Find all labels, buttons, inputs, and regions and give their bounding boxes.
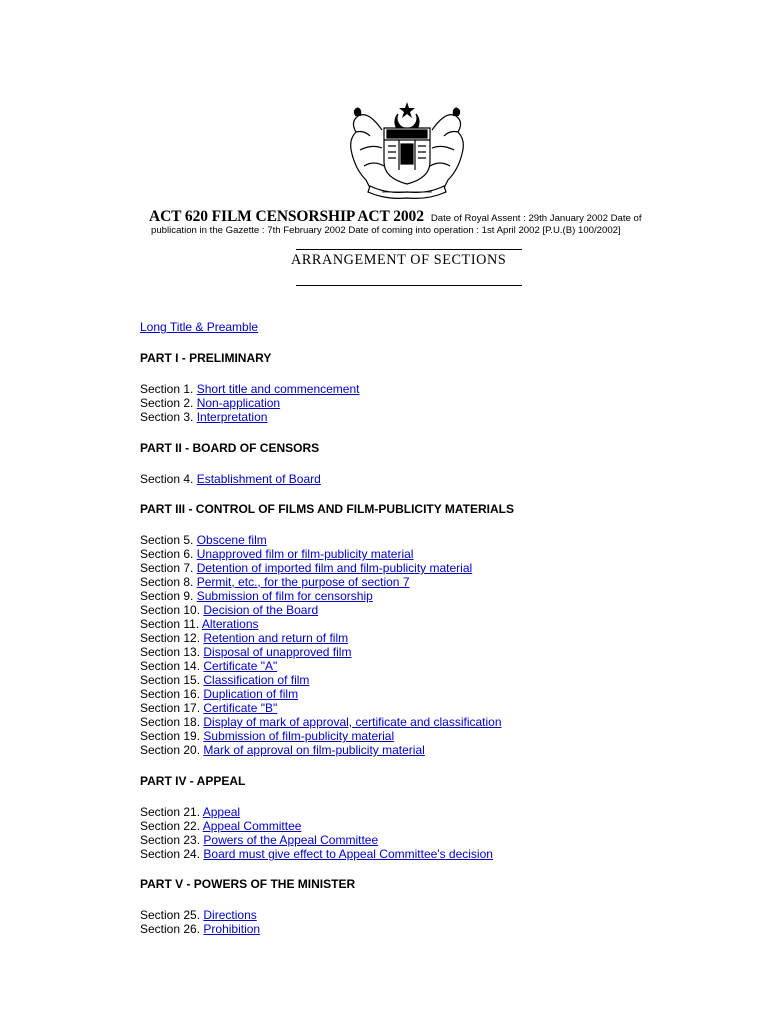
- section-row: [140, 603, 318, 617]
- section-number: Section 11.: [140, 617, 200, 631]
- section-number: Section 15.: [140, 673, 201, 687]
- section-number: Section 7.: [140, 561, 194, 575]
- section-row: [140, 472, 321, 486]
- part-heading: PART IV - APPEAL: [140, 774, 246, 788]
- section-row: [140, 617, 259, 631]
- section-link[interactable]: Appeal Committee: [202, 819, 302, 833]
- section-link[interactable]: Obscene film: [196, 533, 267, 547]
- section-link[interactable]: Submission of film-publicity material: [203, 729, 395, 743]
- part-heading: PART II - BOARD OF CENSORS: [140, 441, 320, 455]
- long-title-link[interactable]: Long Title & Preamble: [140, 320, 259, 334]
- act-meta-line-2: publication in the Gazette : 7th February 2002 Date of coming into operation : 1st April 2002 [P.U.(B) 100/2002]: [151, 225, 621, 236]
- section-row: [140, 645, 351, 659]
- section-link[interactable]: Appeal: [202, 805, 241, 819]
- section-row: [140, 819, 301, 833]
- section-number: Section 3.: [140, 410, 194, 424]
- section-link[interactable]: Powers of the Appeal Committee: [203, 833, 379, 847]
- section-link[interactable]: Unapproved film or film-publicity material: [196, 547, 414, 561]
- section-row: [140, 847, 493, 861]
- section-row: [140, 575, 410, 589]
- section-row: [140, 833, 378, 847]
- section-number: Section 1.: [140, 382, 194, 396]
- section-link[interactable]: Submission of film for censorship: [196, 589, 373, 603]
- section-number: Section 9.: [140, 589, 194, 603]
- section-link[interactable]: Alterations: [201, 617, 259, 631]
- section-number: Section 26.: [140, 922, 201, 936]
- section-row: [140, 396, 280, 410]
- section-number: Section 2.: [140, 396, 194, 410]
- section-number: Section 10.: [140, 603, 201, 617]
- arrangement-heading: ARRANGEMENT OF SECTIONS: [291, 252, 507, 268]
- section-link[interactable]: Prohibition: [203, 922, 261, 936]
- section-row: [140, 410, 267, 424]
- section-row: [140, 687, 298, 701]
- section-row: [140, 382, 359, 396]
- act-meta-line-1: Date of Royal Assent : 29th January 2002 Date of: [430, 213, 642, 224]
- section-row: [140, 729, 394, 743]
- section-row: [140, 743, 425, 757]
- section-row: [140, 533, 267, 547]
- act-title-line: [149, 208, 709, 226]
- section-link[interactable]: Retention and return of film: [203, 631, 349, 645]
- section-link[interactable]: Decision of the Board: [203, 603, 319, 617]
- section-number: Section 22.: [140, 819, 201, 833]
- section-row: [140, 922, 260, 936]
- section-row: [140, 589, 373, 603]
- section-row: [140, 908, 257, 922]
- divider-top: [296, 249, 522, 250]
- divider-bottom: [296, 285, 522, 286]
- section-link[interactable]: Permit, etc., for the purpose of section 7: [196, 575, 410, 589]
- section-number: Section 20.: [140, 743, 201, 757]
- section-number: Section 12.: [140, 631, 201, 645]
- section-row: [140, 631, 348, 645]
- section-link[interactable]: Classification of film: [203, 673, 310, 687]
- section-link[interactable]: Disposal of unapproved film: [203, 645, 352, 659]
- section-link[interactable]: Detention of imported film and film-publicity material: [196, 561, 473, 575]
- section-number: Section 5.: [140, 533, 194, 547]
- long-title-row: [140, 320, 258, 334]
- coat-of-arms-icon: [342, 100, 472, 200]
- section-number: Section 16.: [140, 687, 201, 701]
- section-number: Section 6.: [140, 547, 194, 561]
- section-number: Section 24.: [140, 847, 201, 861]
- section-link[interactable]: Interpretation: [196, 410, 268, 424]
- section-number: Section 8.: [140, 575, 194, 589]
- section-link[interactable]: Duplication of film: [203, 687, 299, 701]
- section-row: [140, 659, 277, 673]
- section-link[interactable]: Display of mark of approval, certificate and classification: [203, 715, 502, 729]
- section-row: [140, 701, 277, 715]
- section-link[interactable]: Establishment of Board: [196, 472, 321, 486]
- section-link[interactable]: Non-application: [196, 396, 281, 410]
- section-link[interactable]: Certificate "B": [203, 701, 278, 715]
- section-number: Section 25.: [140, 908, 201, 922]
- section-row: [140, 715, 502, 729]
- section-number: Section 4.: [140, 472, 194, 486]
- act-title: ACT 620 FILM CENSORSHIP ACT 2002: [149, 208, 424, 225]
- section-row: [140, 673, 309, 687]
- section-link[interactable]: Board must give effect to Appeal Committee's decision: [203, 847, 493, 861]
- part-heading: PART V - POWERS OF THE MINISTER: [140, 877, 356, 891]
- section-number: Section 17.: [140, 701, 201, 715]
- section-number: Section 21.: [140, 805, 201, 819]
- section-link[interactable]: Short title and commencement: [196, 382, 360, 396]
- section-number: Section 18.: [140, 715, 201, 729]
- section-link[interactable]: Directions: [203, 908, 257, 922]
- section-number: Section 19.: [140, 729, 201, 743]
- section-link[interactable]: Certificate "A": [203, 659, 278, 673]
- section-number: Section 13.: [140, 645, 201, 659]
- part-heading: PART III - CONTROL OF FILMS AND FILM-PUBLICITY MATERIALS: [140, 502, 514, 516]
- section-row: [140, 547, 413, 561]
- section-row: [140, 561, 472, 575]
- section-link[interactable]: Mark of approval on film-publicity material: [203, 743, 425, 757]
- section-number: Section 23.: [140, 833, 201, 847]
- section-number: Section 14.: [140, 659, 201, 673]
- part-heading: PART I - PRELIMINARY: [140, 351, 272, 365]
- section-row: [140, 805, 240, 819]
